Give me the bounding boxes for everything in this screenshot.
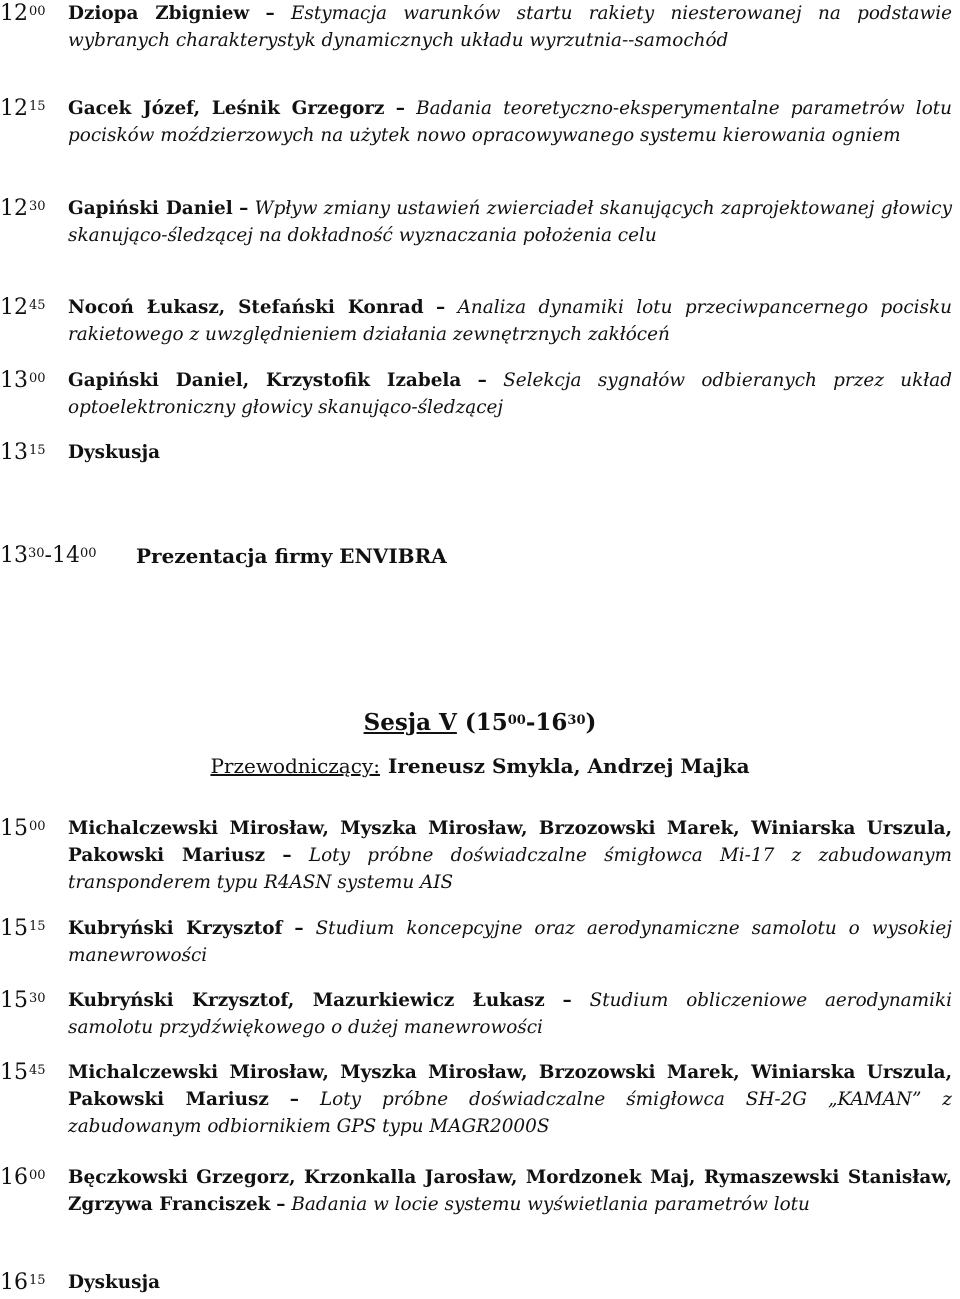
entry-authors: Gacek Józef, Leśnik Grzegorz	[68, 98, 385, 119]
entry-time: $16^{00}$	[0, 1165, 46, 1190]
entry-authors: Kubryński Krzysztof, Mazurkiewicz Łukasz	[68, 990, 545, 1011]
entry-dash: –	[562, 990, 572, 1011]
entry-title: Analiza dynamiki lotu przeciwpancernego pocisku rakietowego z uwzględnieniem działania zewnętrznych zakłóceń	[68, 297, 952, 345]
entry-time: $12^{00}$	[0, 1, 46, 26]
chairs-names: Ireneusz Smykla, Andrzej Majka	[387, 754, 750, 778]
entry-title: Loty próbne doświadczalne śmigłowca SH-2G „KAMAN” z zabudowanym odbiornikiem GPS typu MAGR2000S	[68, 1089, 952, 1137]
entry-dash: –	[265, 3, 275, 24]
entry-authors: Michalczewski Mirosław, Myszka Mirosław, Brzozowski Marek, Winiarska Urszula, Pakowski Mariusz	[68, 818, 952, 866]
entry-authors: Gapiński Daniel, Krzystofik Izabela	[68, 370, 462, 391]
entry-authors: Bęczkowski Grzegorz, Krzonkalla Jarosław, Mordzonek Maj, Rymaszewski Stanisław, Zgrzywa Franciszek	[68, 1167, 952, 1215]
entry-time: $13^{00}$	[0, 368, 46, 393]
entry-time: $15^{00}$	[0, 816, 46, 841]
entry-authors: Nocoń Łukasz, Stefański Konrad	[68, 297, 424, 318]
entry-content	[68, 0, 952, 54]
entry-authors: Gapiński Daniel	[68, 198, 233, 219]
session-chairs	[0, 752, 960, 780]
entry-authors: Dyskusja	[68, 1272, 161, 1293]
entry-content	[68, 987, 952, 1041]
presentation-time: $13^{30}-14^{00}$	[0, 543, 97, 568]
entry-time: $15^{15}$	[0, 916, 46, 941]
entry-authors: Dyskusja	[68, 442, 161, 463]
entry-dash: –	[282, 845, 292, 866]
entry-title: Wpływ zmiany ustawień zwierciadeł skanujących zaprojektowanej głowicy skanująco-śledzącej na dokładność wyznaczania położenia celu	[68, 198, 952, 246]
entry-content	[68, 294, 952, 348]
entry-dash: –	[276, 1194, 286, 1215]
entry-content	[68, 195, 952, 249]
entry-title: Badania teoretyczno-eksperymentalne parametrów lotu pocisków moździerzowych na użytek nowo opracowywanego systemu kierowania ogniem	[68, 98, 952, 146]
chairs-label: Przewodniczący:	[210, 754, 380, 778]
entry-title: Estymacja warunków startu rakiety niesterowanej na podstawie wybranych charakterystyk dynamicznych układu wyrzutnia--samochód	[68, 3, 952, 51]
entry-authors: Dziopa Zbigniew	[68, 3, 250, 24]
entry-content	[68, 1269, 952, 1296]
entry-content	[68, 815, 952, 896]
entry-title: Studium obliczeniowe aerodynamiki samolotu przydźwiękowego o dużej manewrowości	[68, 990, 952, 1038]
entry-authors: Michalczewski Mirosław, Myszka Mirosław, Brzozowski Marek, Winiarska Urszula, Pakowski Mariusz	[68, 1062, 952, 1110]
entry-title: Badania w locie systemu wyświetlania parametrów lotu	[291, 1194, 810, 1215]
entry-time: $12^{30}$	[0, 196, 46, 221]
entry-time: $12^{45}$	[0, 295, 46, 320]
session-time: $(15^{00}-16^{30})$	[464, 709, 597, 736]
session-name: Sesja V	[363, 709, 457, 736]
entry-time: $15^{45}$	[0, 1060, 46, 1085]
session-heading	[0, 707, 960, 739]
entry-title: Selekcja sygnałów odbieranych przez układ optoelektroniczny głowicy skanująco-śledzącej	[68, 370, 952, 418]
entry-dash: –	[289, 1089, 299, 1110]
entry-time: $12^{15}$	[0, 96, 46, 121]
company-presentation	[0, 539, 958, 573]
presentation-label: Prezentacja firmy ENVIBRA	[136, 544, 447, 568]
entry-dash: –	[239, 198, 249, 219]
entry-time: $15^{30}$	[0, 988, 46, 1013]
entry-content	[68, 95, 952, 149]
entry-content	[68, 1164, 952, 1218]
entry-time: $13^{15}$	[0, 440, 46, 465]
entry-authors: Kubryński Krzysztof	[68, 918, 283, 939]
entry-content	[68, 367, 952, 421]
entry-dash: –	[477, 370, 487, 391]
entry-time: $16^{15}$	[0, 1270, 46, 1295]
entry-dash: –	[294, 918, 304, 939]
entry-title: Loty próbne doświadczalne śmigłowca Mi-17 z zabudowanym transponderem typu R4ASN systemu AIS	[68, 845, 952, 893]
entry-dash: –	[436, 297, 446, 318]
entry-content	[68, 1059, 952, 1140]
entry-content	[68, 439, 952, 466]
entry-dash: –	[395, 98, 405, 119]
entry-content	[68, 915, 952, 969]
entry-title: Studium koncepcyjne oraz aerodynamiczne samolotu o wysokiej manewrowości	[68, 918, 952, 966]
